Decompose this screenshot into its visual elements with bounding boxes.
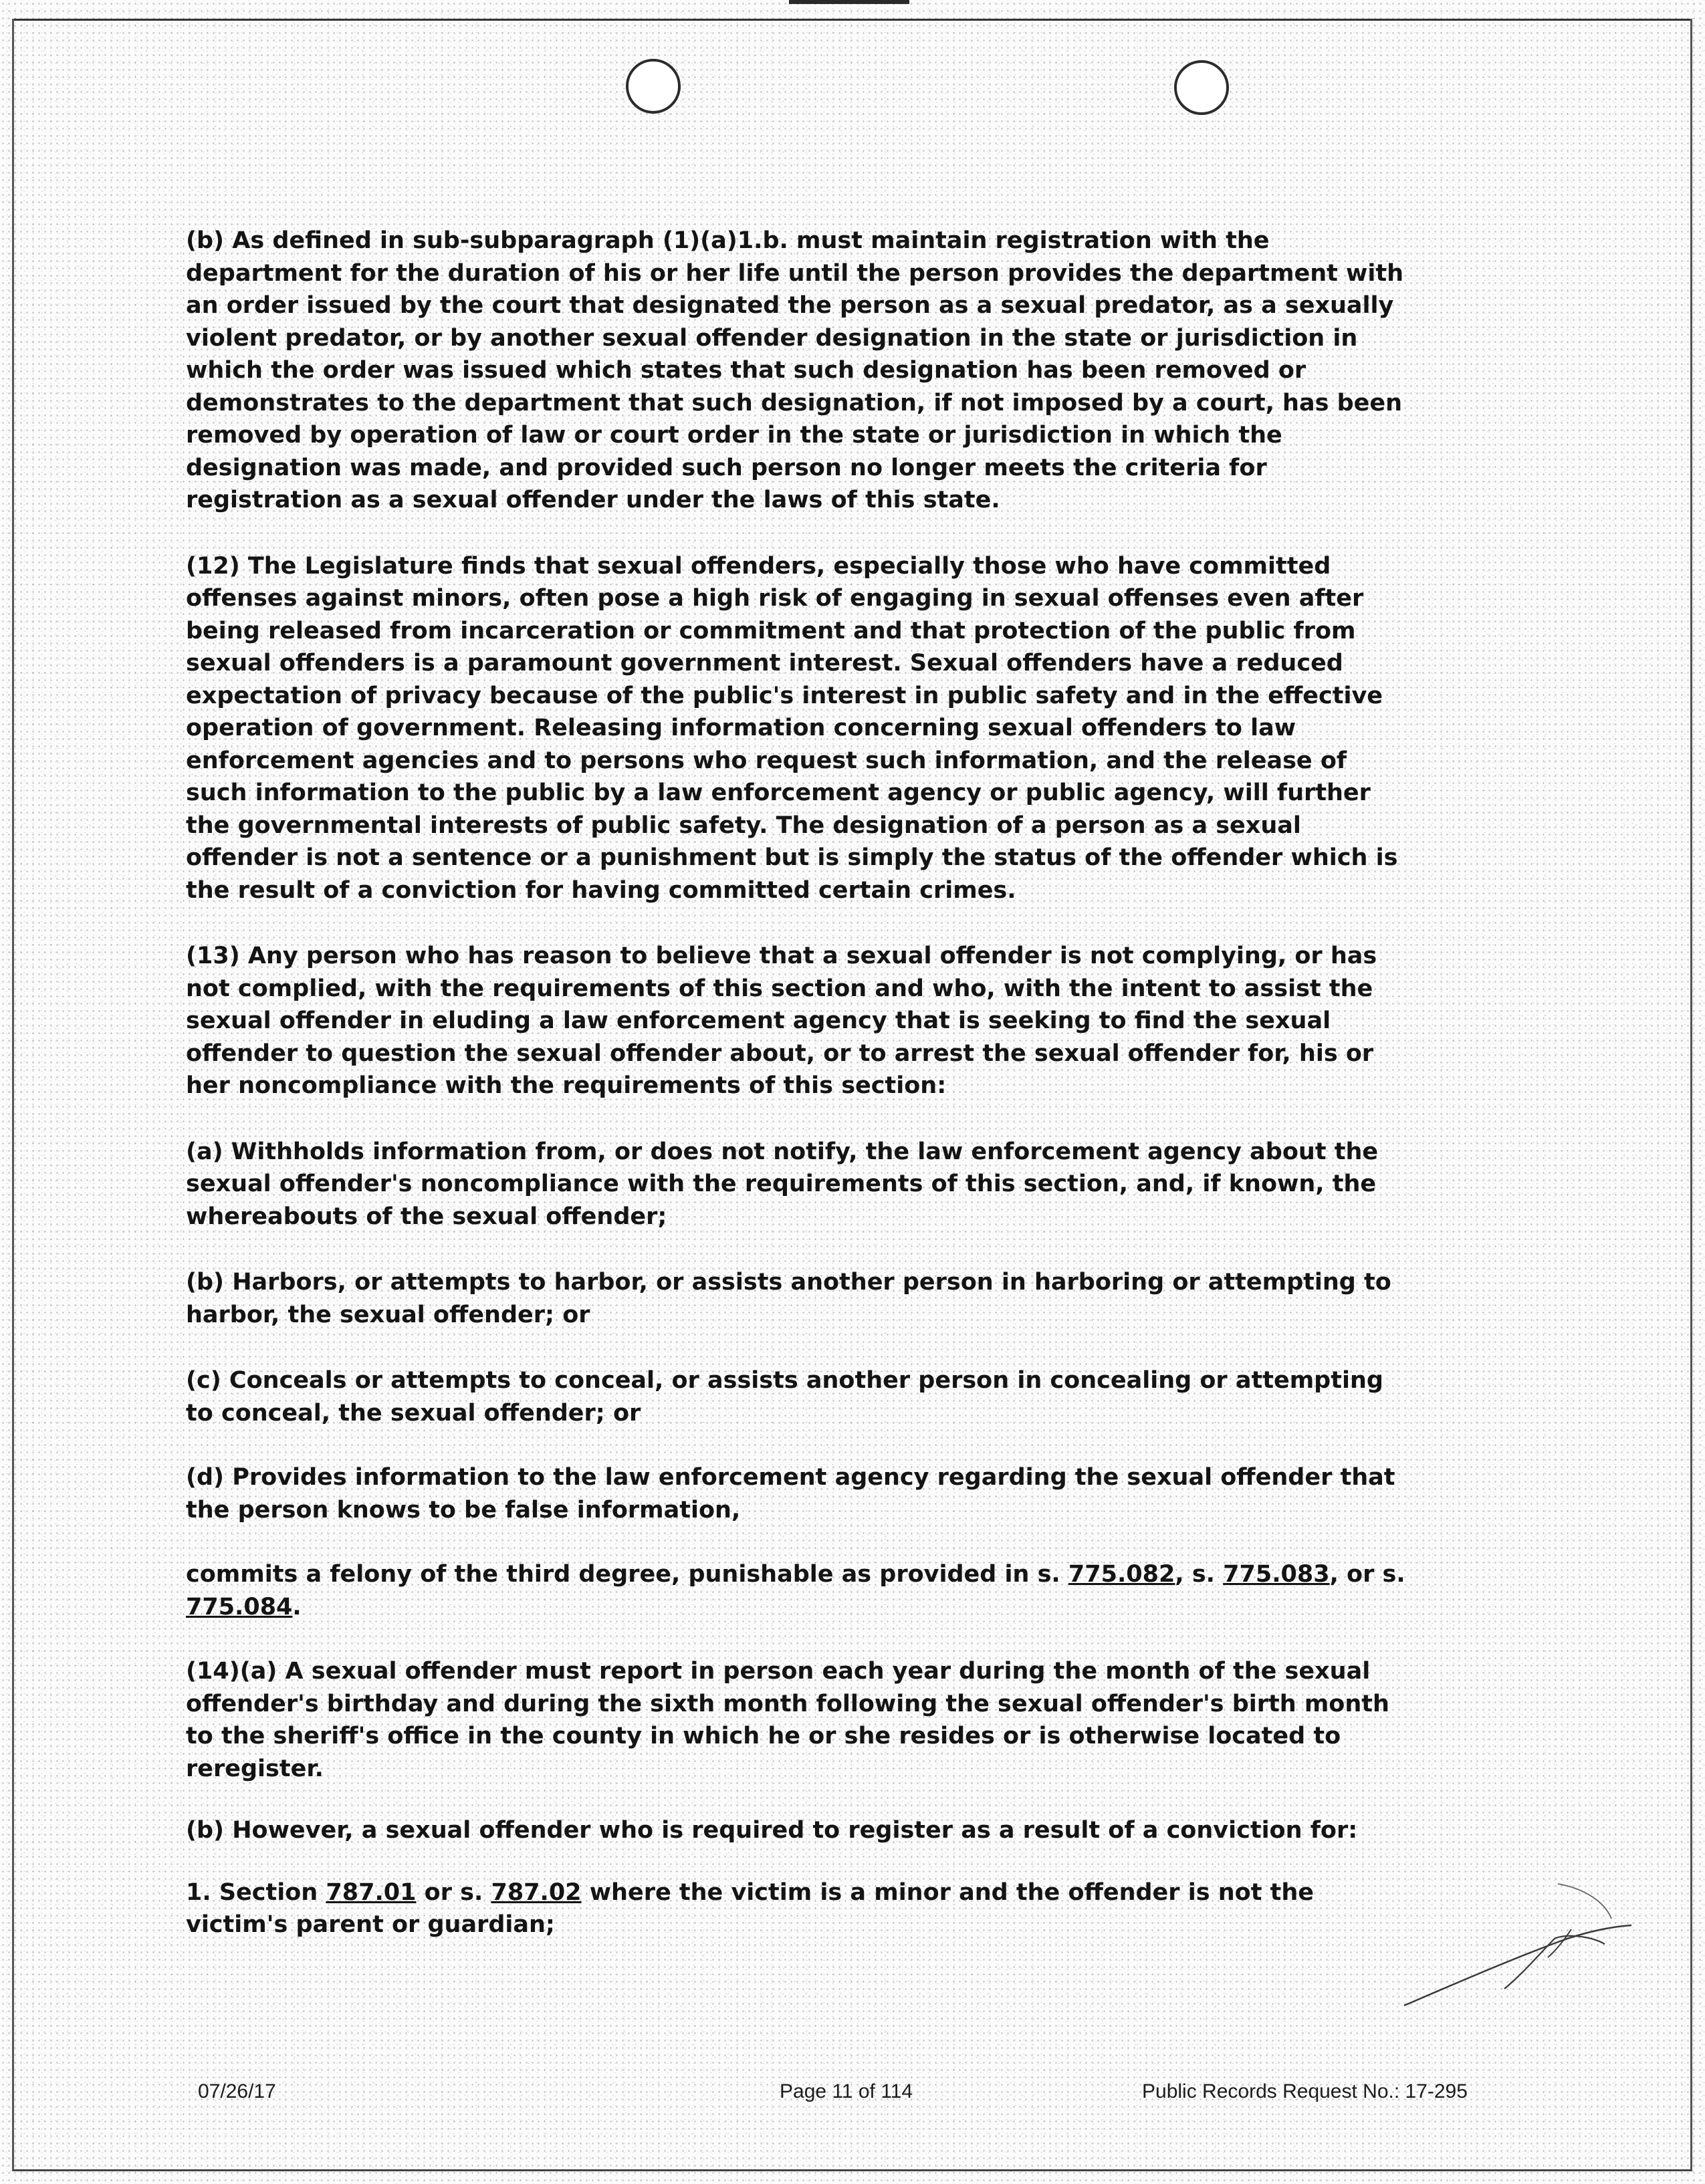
statute-link-775-082[interactable]: 775.082 <box>1068 1561 1175 1588</box>
section-14-b: (b) However, a sexual offender who is required to register as a result of a conviction for: <box>186 1817 1358 1844</box>
page-footer <box>0 2080 1705 2107</box>
statute-text <box>186 225 1406 1941</box>
page-border-left <box>12 19 14 2171</box>
item-1-prefix: 1. Section <box>186 1878 326 1906</box>
item-1-separator: or s. <box>416 1878 491 1906</box>
page-border-right <box>1690 19 1692 2171</box>
statute-link-787-01[interactable]: 787.01 <box>326 1878 417 1906</box>
footer-page-number: Page 11 of 114 <box>780 2080 913 2102</box>
top-edge-mark <box>789 0 909 4</box>
handwritten-signature <box>1391 1872 1638 2032</box>
item-1-rest: where the victim is a minor and the offender is not the victim's parent or guardian; <box>186 1878 1315 1938</box>
statute-link-775-084[interactable]: 775.084 <box>186 1593 293 1620</box>
statute-link-787-02[interactable]: 787.02 <box>491 1878 582 1906</box>
section-14-a: (14)(a) A sexual offender must report in person each year during the month of the sexual offender's birthday and during the sixth month following the sexual offender's birth month to the sheriff's office in the county in which he or she resides or is otherwise located to reregister. <box>186 1658 1389 1782</box>
statute-link-775-083[interactable]: 775.083 <box>1223 1561 1330 1588</box>
felony-text: commits a felony of the third degree, punishable as provided in s. <box>186 1561 1068 1588</box>
section-13-b: (b) Harbors, or attempts to harbor, or assists another person in harboring or attempting to harbor, the sexual offender; or <box>186 1269 1391 1328</box>
section-13-d: (d) Provides information to the law enforcement agency regarding the sexual offender that the person knows to be false information, <box>186 1464 1395 1524</box>
punch-hole-right <box>1174 60 1229 115</box>
section-14-b-1 <box>186 1876 1406 1941</box>
felony-separator-1: , s. <box>1175 1561 1224 1588</box>
footer-date: 07/26/17 <box>198 2080 276 2102</box>
page-border-bottom <box>13 2169 1692 2171</box>
page-border-top <box>13 19 1692 21</box>
footer-request-number: Public Records Request No.: 17-295 <box>1142 2080 1468 2102</box>
section-13-c: (c) Conceals or attempts to conceal, or assists another person in concealing or attempting to conceal, the sexual offender; or <box>186 1367 1383 1427</box>
section-13: (13) Any person who has reason to believe that a sexual offender is not complying, or has not complied, with the requirements of this section and who, with the intent to assist the sexual offender in eluding a law enforcement agency that is seeking to find the sexual offender to question the sexual offender about, or to arrest the sexual offender for, his or her noncompliance with the requirements of this section: <box>186 943 1377 1099</box>
felony-clause <box>186 1558 1406 1623</box>
paragraph-b-registration: (b) As defined in sub-subparagraph (1)(a)1.b. must maintain registration with the department for the duration of his or her life until the person provides the department with an order issued by the court that designated the person as a sexual predator, as a sexually violent predator, or by another sexual offender designation in the state or jurisdiction in which the order was issued which states that such designation has been removed or demonstrates to the department that such designation, if not imposed by a court, has been removed by operation of law or court order in the state or jurisdiction in which the designation was made, and provided such person no longer meets the criteria for registration as a sexual offender under the laws of this state. <box>186 227 1404 513</box>
section-13-a: (a) Withholds information from, or does not notify, the law enforcement agency about the sexual offender's noncompliance with the requirements of this section, and, if known, the whereabouts of the sexual offender; <box>186 1138 1379 1230</box>
felony-end: . <box>292 1593 302 1620</box>
felony-separator-2: , or s. <box>1329 1561 1405 1588</box>
punch-hole-left <box>626 59 681 114</box>
section-12: (12) The Legislature finds that sexual offenders, especially those who have committed offenses against minors, often pose a high risk of engaging in sexual offenses even after being released from incarceration or commitment and that protection of the public from sexual offenders is a paramount government interest. Sexual offenders have a reduced expectation of privacy because of the public's interest in public safety and in the effective operation of government. Releasing information concerning sexual offenders to law enforcement agencies and to persons who request such information, and the release of such information to the public by a law enforcement agency or public agency, will further the governmental interests of public safety. The designation of a person as a sexual offender is not a sentence or a punishment but is simply the status of the offender which is the result of a conviction for having committed certain crimes. <box>186 552 1398 904</box>
